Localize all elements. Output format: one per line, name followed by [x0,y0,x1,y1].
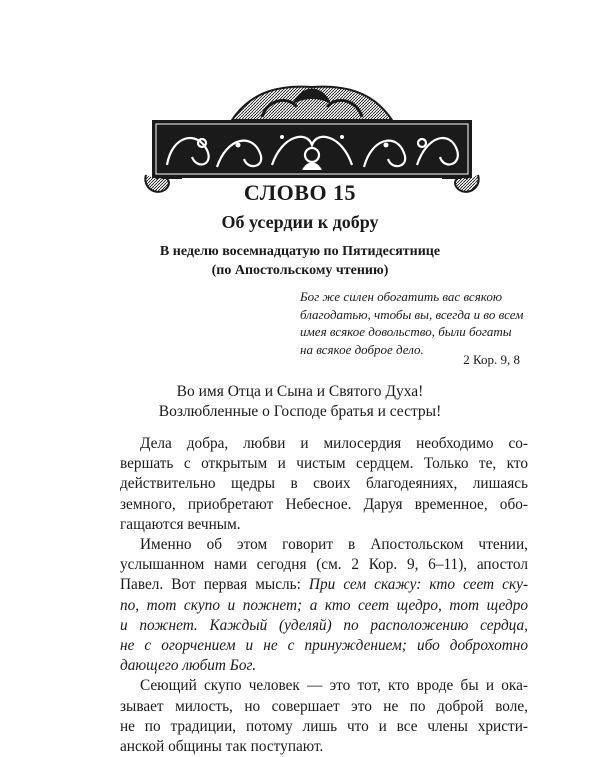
chapter-subtitle: Об усердии к добру [221,212,379,232]
paragraph-line: Дела добра, любви и милосердия необходимо со- [140,435,528,452]
chapter-title: СЛОВО 15 [243,180,357,205]
text-italic: не с огорчением и не с принуждением; ибо доброхотно [120,637,528,655]
paragraph-line: зывает милость, но совершает это не по доброй воле, [120,697,528,715]
greeting-line: Возлюбленные о Господе братья и сестры! [158,403,442,420]
greeting-line: Во имя Отца и Сына и Святого Духа! [176,383,424,400]
text-italic: При сем скажу: кто сеет ску- [308,576,528,594]
text-normal: Павел. Вот первая мысль: [120,576,309,594]
paragraph-line [120,656,528,676]
paragraph-line [120,575,528,595]
paragraph-line [120,596,528,616]
text-italic: и пожнет. Каждый (уделяй) по расположению сердца, [120,616,528,634]
epigraph-reference: 2 Кор. 9, 8 [463,352,520,367]
chapter-occasion [0,242,600,280]
paragraph-line [120,616,528,636]
occasion-line: В неделю восемнадцатую по Пятидесятнице [159,244,441,259]
body-text [120,434,528,757]
paragraph-line: действительно щедры в своих благодеяниях, лишаясь [120,475,528,493]
paragraph-line: услышанном нами сегодня (см. 2 Кор. 9, 6–11), апостол [120,556,528,574]
paragraph-line: не по традиции, потому лишь что и все члены христи- [120,717,528,735]
paragraph-line: гащаются вечным. [120,515,241,533]
text-italic: по, тот скупо и пожнет; а кто сеет щедро, тот щедро [120,596,528,614]
epigraph [300,288,530,358]
paragraph-line: земного, приобретают Небесное. Даруя временное, обо- [120,495,528,513]
epigraph-line: имея всякое довольство, были богаты [300,324,512,339]
epigraph-line: благодатью, чтобы вы, всегда и во всем [300,306,524,322]
paragraph-line: вершать с открытым и чистым сердцем. Только те, кто [120,455,528,473]
paragraph-line: Сеющий скупо человек — это тот, кто вроде бы и ока- [140,677,528,695]
epigraph-line: на всякое доброе дело. [300,341,424,357]
paragraph-line: Именно об этом говорит в Апостольском чтении, [140,536,528,554]
paragraph-line: анской общины так поступают. [120,738,324,756]
occasion-line: (по Апостольскому чтению) [211,263,389,278]
paragraph-line [120,636,528,656]
text-italic: дающего любит Бог. [120,657,257,675]
greeting [0,382,600,422]
epigraph-line: Бог же силен обогатить вас всякою [300,289,502,304]
